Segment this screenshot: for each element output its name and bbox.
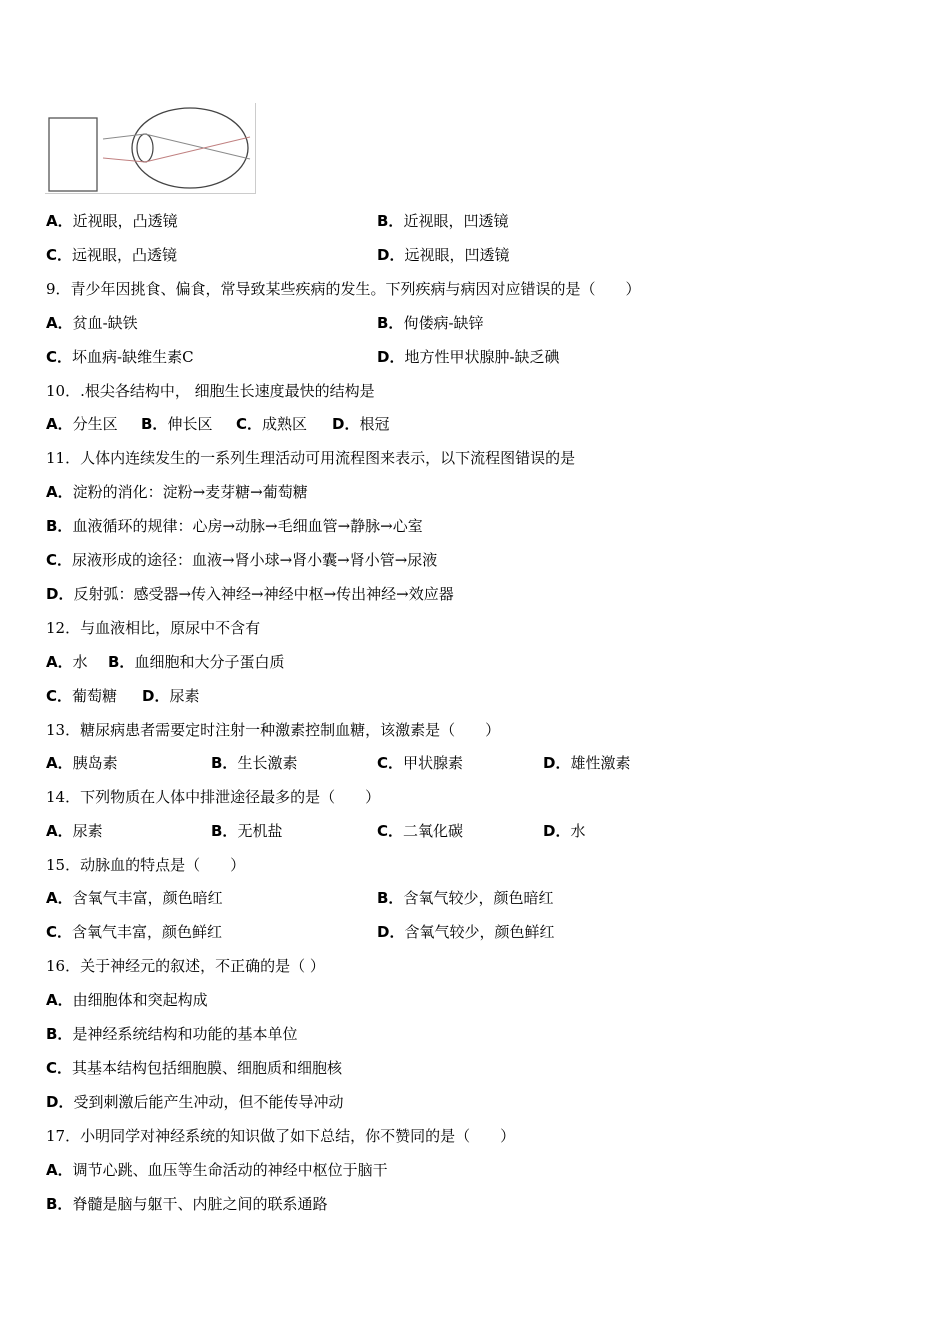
q16-option-a-row (46, 990, 208, 1010)
option-label: A． (46, 314, 73, 332)
option-label: B． (46, 517, 73, 535)
option-label: B． (377, 889, 404, 907)
light-ray (145, 134, 250, 159)
q16-option-c-row (46, 1058, 342, 1078)
q16-option-d-row (46, 1092, 343, 1112)
option-label: B． (141, 415, 168, 433)
option-label: C． (46, 1059, 73, 1077)
q10-stem: 10．.根尖各结构中， 细胞生长速度最快的结构是 (46, 382, 375, 400)
q15-option-a: 含氧气丰富，颜色暗红 (72, 889, 223, 907)
option-label: D． (543, 822, 571, 840)
q12-option-d: 尿素 (169, 687, 200, 705)
q16-option-b: 是神经系统结构和功能的基本单位 (72, 1025, 298, 1043)
option-label: A． (46, 653, 73, 671)
q14-option-b: 无机盐 (237, 822, 283, 840)
q15-option-c: 含氧气丰富，颜色鲜红 (72, 923, 223, 941)
option-label: A． (46, 1161, 73, 1179)
q8-option-b: 近视眼，凹透镜 (403, 212, 509, 230)
q14-stem: 14．下列物质在人体中排泄途径最多的是（ ） (46, 788, 381, 806)
q16-option-c: 其基本结构包括细胞膜、细胞质和细胞核 (72, 1059, 343, 1077)
option-label: D． (377, 348, 405, 366)
option-label: B． (211, 822, 238, 840)
q11-option-b: 血液循环的规律：心房→动脉→毛细血管→静脉→心室 (72, 517, 423, 535)
q8-option-c: 远视眼，凸透镜 (72, 246, 178, 264)
q13-stem: 13．糖尿病患者需要定时注射一种激素控制血糖，该激素是（ ） (46, 721, 501, 739)
q17-stem: 17．小明同学对神经系统的知识做了如下总结，你不赞同的是（ ） (46, 1127, 516, 1145)
option-label: C． (377, 754, 404, 772)
option-label: C． (236, 415, 263, 433)
q14-option-d: 水 (570, 822, 586, 840)
option-label: A． (46, 754, 73, 772)
q8-option-d: 远视眼，凹透镜 (404, 246, 510, 264)
q9-stem: 9．青少年因挑食、偏食，常导致某些疾病的发生。下列疾病与病因对应错误的是（ ） (46, 280, 641, 298)
q9-option-b: 佝偻病-缺锌 (403, 314, 484, 332)
q15-stem: 15．动脉血的特点是（ ） (46, 856, 246, 874)
q12-stem: 12．与血液相比，原尿中不含有 (46, 619, 261, 637)
option-label: B． (377, 212, 404, 230)
q14-option-c: 二氧化碳 (403, 822, 464, 840)
q11-option-c-row (46, 550, 437, 570)
q12-option-a: 水 (72, 653, 88, 671)
q10-option-a: 分生区 (72, 415, 118, 433)
option-label: A． (46, 991, 73, 1009)
q13-option-a: 胰岛素 (72, 754, 118, 772)
eye-lens (137, 134, 153, 162)
q12-option-c: 葡萄糖 (72, 687, 118, 705)
q17-option-b: 脊髓是脑与躯干、内脏之间的联系通路 (72, 1195, 328, 1213)
q17-option-a: 调节心跳、血压等生命活动的神经中枢位于脑干 (72, 1161, 388, 1179)
q13-option-b: 生长激素 (237, 754, 298, 772)
q9-option-d: 地方性甲状腺肿-缺乏碘 (404, 348, 560, 366)
option-label: C． (46, 551, 73, 569)
option-label: A． (46, 415, 73, 433)
option-label: D． (46, 1093, 74, 1111)
option-label: B． (377, 314, 404, 332)
q12-option-b: 血细胞和大分子蛋白质 (134, 653, 285, 671)
q15-option-d: 含氧气较少，颜色鲜红 (404, 923, 555, 941)
q16-option-d: 受到刺激后能产生冲动，但不能传导冲动 (73, 1093, 344, 1111)
option-label: A． (46, 822, 73, 840)
option-label: A． (46, 212, 73, 230)
option-label: C． (46, 348, 73, 366)
option-label: A． (46, 889, 73, 907)
option-label: D． (377, 246, 405, 264)
q13-option-d: 雄性激素 (570, 754, 631, 772)
q11-option-b-row (46, 516, 423, 536)
light-ray (145, 137, 250, 162)
option-label: D． (46, 585, 74, 603)
q17-option-a-row (46, 1160, 388, 1180)
option-label: D． (142, 687, 170, 705)
q11-option-d-row (46, 584, 454, 604)
q8-option-a: 近视眼，凸透镜 (72, 212, 178, 230)
q15-option-b: 含氧气较少，颜色暗红 (403, 889, 554, 907)
q13-option-c: 甲状腺素 (403, 754, 464, 772)
q10-option-d: 根冠 (359, 415, 390, 433)
option-label: B． (46, 1195, 73, 1213)
q10-option-b: 伸长区 (167, 415, 213, 433)
q11-option-a-row (46, 482, 308, 502)
eye-diagram-svg (45, 103, 255, 193)
object-box (49, 118, 97, 191)
option-label: C． (46, 246, 73, 264)
q14-option-a: 尿素 (72, 822, 103, 840)
option-label: C． (46, 923, 73, 941)
q16-option-b-row (46, 1024, 297, 1044)
q16-option-a: 由细胞体和突起构成 (72, 991, 208, 1009)
option-label: C． (377, 822, 404, 840)
q9-option-c: 坏血病-缺维生素C (72, 348, 194, 366)
q9-option-a: 贫血-缺铁 (72, 314, 138, 332)
light-ray (103, 158, 145, 162)
option-label: D． (377, 923, 405, 941)
q11-option-d: 反射弧：感受器→传入神经→神经中枢→传出神经→效应器 (73, 585, 454, 603)
q11-stem: 11．人体内连续发生的一系列生理活动可用流程图来表示，以下流程图错误的是 (46, 449, 576, 467)
option-label: B． (108, 653, 135, 671)
option-label: C． (46, 687, 73, 705)
option-label: D． (543, 754, 571, 772)
option-label: B． (46, 1025, 73, 1043)
eye-diagram (45, 103, 256, 194)
q17-option-b-row (46, 1194, 327, 1214)
option-label: A． (46, 483, 73, 501)
option-label: B． (211, 754, 238, 772)
q16-stem: 16．关于神经元的叙述，不正确的是（ ） (46, 957, 325, 975)
q11-option-a: 淀粉的消化：淀粉→麦芽糖→葡萄糖 (72, 483, 308, 501)
q10-option-c: 成熟区 (262, 415, 308, 433)
q11-option-c: 尿液形成的途径：血液→肾小球→肾小囊→肾小管→尿液 (72, 551, 438, 569)
eyeball (132, 108, 248, 188)
option-label: D． (332, 415, 360, 433)
